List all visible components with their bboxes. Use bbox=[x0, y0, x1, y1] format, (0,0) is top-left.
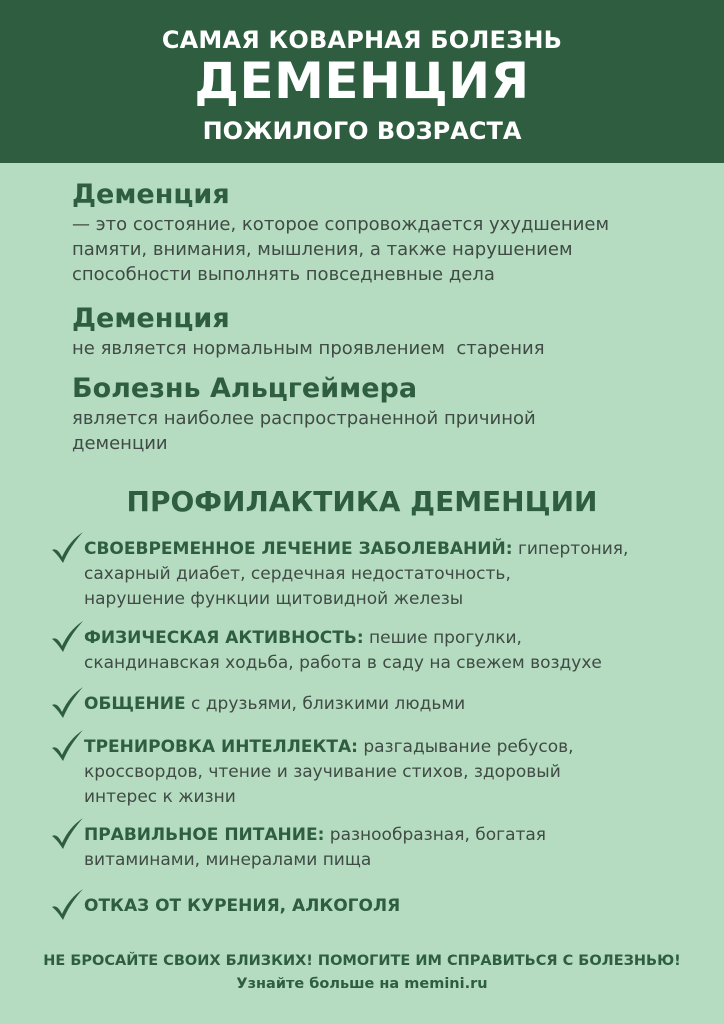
header-tagline: ПОЖИЛОГО ВОЗРАСТА bbox=[202, 117, 522, 145]
prevention-item-line: витаминами, минералами пища bbox=[84, 850, 372, 870]
prevention-item-line bbox=[84, 894, 700, 919]
prevention-item-treatment bbox=[50, 537, 700, 612]
checkmark-icon bbox=[50, 817, 84, 851]
definition-term: Болезнь Альцгеймера bbox=[72, 373, 418, 404]
prevention-item-detail: гипертония, bbox=[512, 539, 629, 559]
prevention-item-line bbox=[84, 626, 700, 651]
prevention-item-heading: ФИЗИЧЕСКАЯ АКТИВНОСТЬ: bbox=[84, 628, 364, 648]
footer-website-link[interactable]: Узнайте больше на memini.ru bbox=[236, 976, 488, 992]
prevention-item-no-smoking bbox=[50, 894, 700, 919]
prevention-item-physical-activity bbox=[50, 626, 700, 676]
definition-not-normal-aging bbox=[72, 302, 692, 361]
prevention-item-line: нарушение функции щитовидной железы bbox=[84, 589, 464, 609]
definition-text-line: не является нормальным проявлением старения bbox=[72, 338, 545, 359]
prevention-item-line bbox=[84, 735, 700, 760]
prevention-item-line bbox=[84, 692, 700, 717]
prevention-item-heading: ПРАВИЛЬНОЕ ПИТАНИЕ: bbox=[84, 825, 325, 845]
definition-text-line: является наиболее распространенной причиной bbox=[72, 408, 536, 429]
prevention-item-heading: ТРЕНИРОВКА ИНТЕЛЛЕКТА: bbox=[84, 737, 358, 757]
definition-dementia bbox=[72, 178, 692, 287]
page-title: ДЕМЕНЦИЯ bbox=[194, 52, 530, 110]
prevention-title: ПРОФИЛАКТИКА ДЕМЕНЦИИ bbox=[126, 485, 598, 518]
checkmark-icon bbox=[50, 888, 84, 922]
prevention-item-line bbox=[84, 537, 700, 562]
prevention-item-line: интерес к жизни bbox=[84, 787, 236, 807]
prevention-item-heading: СВОЕВРЕМЕННОЕ ЛЕЧЕНИЕ ЗАБОЛЕВАНИЙ: bbox=[84, 539, 513, 559]
checkmark-icon bbox=[50, 729, 84, 763]
checkmark-icon bbox=[50, 531, 84, 565]
definition-text-line: памяти, внимания, мышления, а также нарушением bbox=[72, 239, 573, 260]
prevention-item-heading: ОБЩЕНИЕ bbox=[84, 694, 186, 714]
prevention-item-line: сахарный диабет, сердечная недостаточность, bbox=[84, 564, 511, 584]
definition-term: Деменция bbox=[72, 179, 230, 210]
prevention-item-nutrition bbox=[50, 823, 700, 873]
prevention-item-detail: разнообразная, богатая bbox=[324, 825, 547, 845]
header-subtitle: САМАЯ КОВАРНАЯ БОЛЕЗНЬ bbox=[161, 26, 563, 54]
prevention-item-detail: с друзьями, близкими людьми bbox=[185, 694, 466, 714]
definition-text-line: — это состояние, которое сопровождается ухудшением bbox=[72, 214, 610, 235]
definition-alzheimers bbox=[72, 372, 692, 456]
prevention-item-line bbox=[84, 823, 700, 848]
footer-call-to-action: НЕ БРОСАЙТЕ СВОИХ БЛИЗКИХ! ПОМОГИТЕ ИМ СПРАВИТЬСЯ С БОЛЕЗНЬЮ! bbox=[43, 953, 681, 969]
prevention-item-line: скандинавская ходьба, работа в саду на свежем воздухе bbox=[84, 653, 602, 673]
definition-text-line: деменции bbox=[72, 433, 168, 454]
checkmark-icon bbox=[50, 620, 84, 654]
definition-term: Деменция bbox=[72, 303, 230, 334]
checkmark-icon bbox=[50, 686, 84, 720]
prevention-item-communication bbox=[50, 692, 700, 717]
prevention-item-heading: ОТКАЗ ОТ КУРЕНИЯ, АЛКОГОЛЯ bbox=[84, 896, 401, 916]
definition-text-line: способности выполнять повседневные дела bbox=[72, 264, 495, 285]
prevention-item-line: кроссвордов, чтение и заучивание стихов, здоровый bbox=[84, 762, 561, 782]
prevention-item-intellect bbox=[50, 735, 700, 810]
prevention-item-detail: разгадывание ребусов, bbox=[357, 737, 574, 757]
prevention-item-detail: пешие прогулки, bbox=[363, 628, 522, 648]
header-banner bbox=[0, 0, 724, 163]
